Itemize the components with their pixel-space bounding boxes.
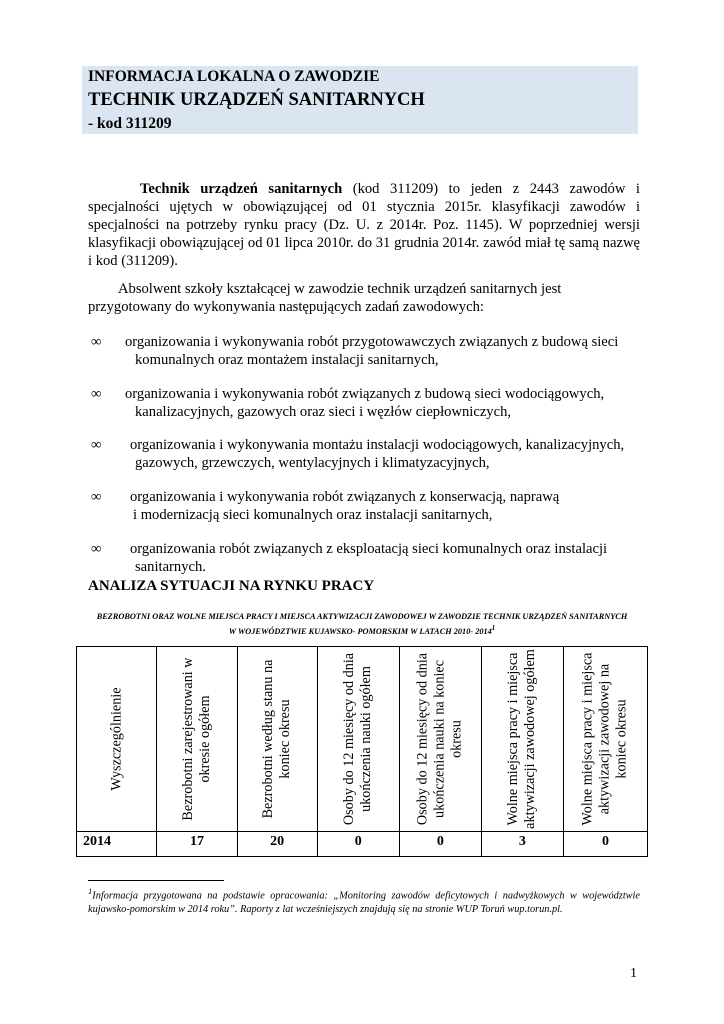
header-label: Bezrobotni według stanu na koniec okresu (260, 659, 294, 819)
task-line: kanalizacyjnych, gazowych oraz sieci i węzłów ciepłowniczych, (135, 404, 512, 420)
footnote-text: Informacja przygotowana na podstawie opracowania: „Monitoring zawodów deficytowych i nadwyżkowych w województwie kujawsko-pomorskim w 2014 roku”. Raporty z lat wcześniejszych znajdują się na stronie WUP Toruń wup.torun.pl. (88, 890, 640, 916)
task-line: i modernizacją sieci komunalnych oraz instalacji sanitarnych, (133, 507, 493, 523)
table-cell: 20 (237, 832, 317, 857)
table-header-cell (563, 647, 647, 832)
table-cell: 3 (481, 832, 563, 857)
task-item-4 (130, 488, 650, 524)
graduate-paragraph: Absolwent szkoły kształcącej w zawodzie technik urządzeń sanitarnych jest przygotowany do wykonywania następujących zadań zawodowych: (88, 281, 562, 315)
title-line-2: TECHNIK URZĄDZEŃ SANITARNYCH (88, 90, 425, 110)
footnote-separator (88, 880, 224, 881)
header-label: Osoby do 12 miesięcy od dnia ukończenia nauki na koniec okresu (414, 652, 465, 826)
table-header-cell (399, 647, 481, 832)
task-line: organizowania i wykonywania robót przygotowawczych związanych z budową sieci (125, 334, 619, 350)
footnote (88, 884, 640, 917)
title-line-3: - kod 311209 (88, 115, 172, 132)
footnote-number: 1 (88, 886, 93, 896)
table-title-line-2: W WOJEWÓDZTWIE KUJAWSKO- POMORSKIM W LATACH 2010- 2014 (228, 626, 492, 636)
table-cell-year: 2014 (77, 832, 157, 857)
bullet-icon: ∞ (91, 541, 102, 557)
intro-text: (kod 311209) to jeden z 2443 zawodów i specjalności ujętych w obowiązującej od 01 stycznia 2015r. klasyfikacji zawodów i specjalności na potrzeby rynku pracy (Dz. U. z 2014r. Poz. 1145). W poprzedniej wersji klasyfikacji obowiązującej od 01 lipca 2010r. do 31 grudnia 2014r. zawód miał tę samą nazwę i kod (311209). (88, 181, 640, 269)
bullet-icon: ∞ (91, 386, 102, 402)
task-item-3 (130, 436, 650, 472)
header-label: Wolne miejsca pracy i miejsca aktywizacji zawodowej na koniec okresu (579, 652, 630, 826)
header-label: Osoby do 12 miesięcy od dnia ukończenia nauki ogółem (341, 652, 375, 826)
bullet-icon: ∞ (91, 334, 102, 350)
task-line: gazowych, grzewczych, wentylacyjnych i klimatyzacyjnych, (135, 455, 490, 471)
task-line: organizowania i wykonywania robót związanych z budową sieci wodociągowych, (125, 386, 605, 402)
task-item-1 (125, 333, 645, 369)
labour-market-table (76, 646, 648, 857)
task-line: organizowania i wykonywania robót związanych z konserwacją, naprawą (130, 489, 560, 505)
table-cell: 0 (563, 832, 647, 857)
section-heading: ANALIZA SYTUACJI NA RYNKU PRACY (88, 578, 375, 594)
task-item-2 (125, 385, 645, 421)
task-line: komunalnych oraz montażem instalacji sanitarnych, (135, 352, 439, 368)
table-header-cell (481, 647, 563, 832)
table-cell: 0 (399, 832, 481, 857)
table-header-row (77, 647, 648, 832)
table-header-cell (77, 647, 157, 832)
table-header-cell (237, 647, 317, 832)
table-cell: 17 (157, 832, 237, 857)
page-number: 1 (630, 966, 637, 981)
table-cell: 0 (317, 832, 399, 857)
title-line-1: INFORMACJA LOKALNA O ZAWODZIE (88, 68, 380, 85)
table-title-line-1: BEZROBOTNI ORAZ WOLNE MIEJSCA PRACY I MIEJSCA AKTYWIZACJI ZAWODOWEJ W ZAWODZIE TECHNIK URZĄDZEŃ SANITARNYCH (96, 612, 628, 621)
header-label: Wolne miejsca pracy i miejsca aktywizacji zawodowej ogółem (505, 649, 539, 829)
task-line: organizowania robót związanych z eksploatacją sieci komunalnych oraz instalacji (130, 541, 608, 557)
header-label: Bezrobotni zarejestrowani w okresie ogółem (180, 657, 213, 821)
table-title (82, 611, 642, 638)
intro-bold: Technik urządzeń sanitarnych (140, 181, 343, 197)
header-label: Wyszczególnienie (108, 687, 125, 791)
intro-paragraph (88, 180, 640, 270)
task-item-5 (130, 540, 650, 576)
footnote-ref: 1 (491, 625, 496, 632)
task-line: organizowania i wykonywania montażu instalacji wodociągowych, kanalizacyjnych, (130, 437, 625, 453)
bullet-icon: ∞ (91, 489, 102, 505)
table-header-cell (157, 647, 237, 832)
table-header-cell (317, 647, 399, 832)
task-line: sanitarnych. (135, 559, 206, 575)
title-block (82, 66, 638, 134)
table-row (77, 832, 648, 857)
bullet-icon: ∞ (91, 437, 102, 453)
